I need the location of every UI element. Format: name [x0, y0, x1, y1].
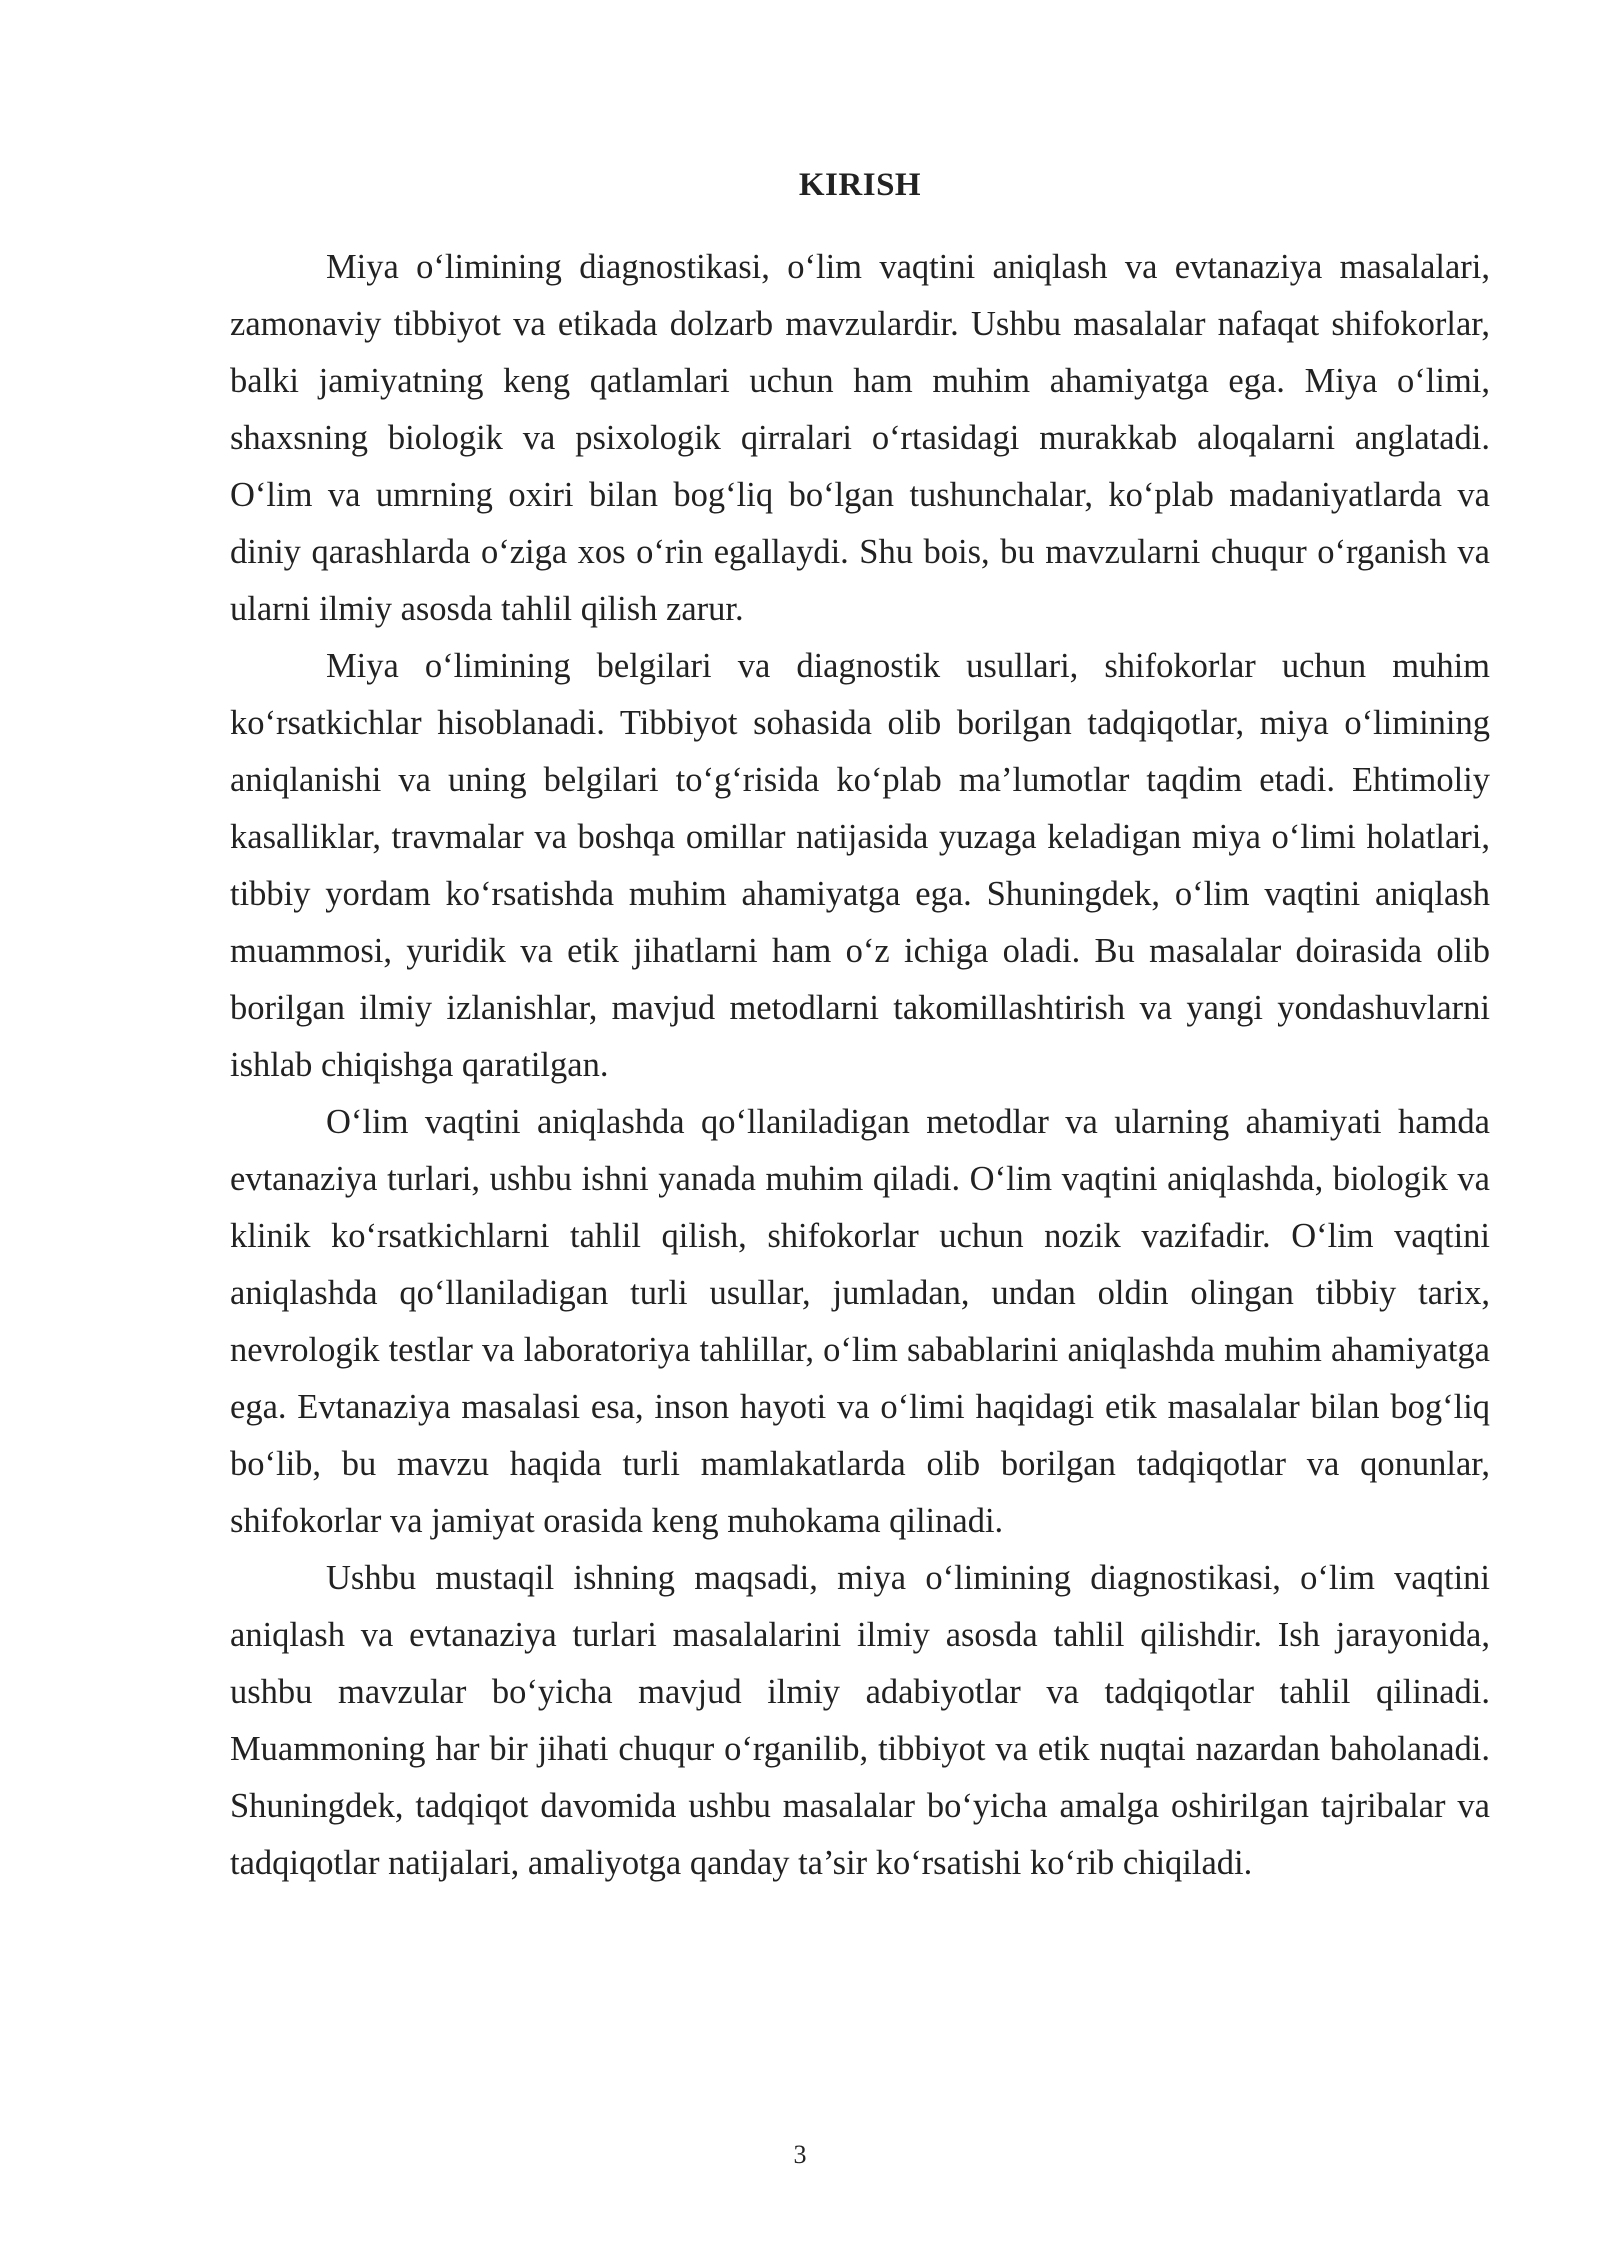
section-title: KIRISH	[798, 167, 922, 203]
page-number: 3	[793, 2140, 807, 2169]
document-body	[230, 165, 1490, 1892]
paragraph-2: Miya o‘limining belgilari va diagnostik usullari, shifokorlar uchun muhim ko‘rsatkichlar hisoblanadi. Tibbiyot sohasida olib borilgan tadqiqotlar, miya o‘limining aniqlanishi va uning belgilari to‘g‘risida ko‘plab ma’lumotlar taqdim etadi. Ehtimoliy kasalliklar, travmalar va boshqa omillar natijasida yuzaga keladigan miya o‘limi holatlari, tibbiy yordam ko‘rsatishda muhim ahamiyatga ega. Shuningdek, o‘lim vaqtini aniqlash muammosi, yuridik va etik jihatlarni ham o‘z ichiga oladi. Bu masalalar doirasida olib borilgan ilmiy izlanishlar, mavjud metodlarni takomillashtirish va yangi yondashuvlarni ishlab chiqishga qaratilgan.	[230, 647, 1490, 1084]
paragraph-1: Miya o‘limining diagnostikasi, o‘lim vaqtini aniqlash va evtanaziya masalalari, zamonaviy tibbiyot va etikada dolzarb mavzulardir. Ushbu masalalar nafaqat shifokorlar, balki jamiyatning keng qatlamlari uchun ham muhim ahamiyatga ega. Miya o‘limi, shaxsning biologik va psixologik qirralari o‘rtasidagi murakkab aloqalarni anglatadi. O‘lim va umrning oxiri bilan bog‘liq bo‘lgan tushunchalar, ko‘plab madaniyatlarda va diniy qarashlarda o‘ziga xos o‘rin egallaydi. Shu bois, bu mavzularni chuqur o‘rganish va ularni ilmiy asosda tahlil qilish zarur.	[230, 248, 1490, 628]
paragraph-3: O‘lim vaqtini aniqlashda qo‘llaniladigan metodlar va ularning ahamiyati hamda evtanaziya turlari, ushbu ishni yanada muhim qiladi. O‘lim vaqtini aniqlashda, biologik va klinik ko‘rsatkichlarni tahlil qilish, shifokorlar uchun nozik vazifadir. O‘lim vaqtini aniqlashda qo‘llaniladigan turli usullar, jumladan, undan oldin olingan tibbiy tarix, nevrologik testlar va laboratoriya tahlillar, o‘lim sabablarini aniqlashda muhim ahamiyatga ega. Evtanaziya masalasi esa, inson hayoti va o‘limi haqidagi etik masalalar bilan bog‘liq bo‘lib, bu mavzu haqida turli mamlakatlarda olib borilgan tadqiqotlar va qonunlar, shifokorlar va jamiyat orasida keng muhokama qilinadi.	[230, 1103, 1490, 1540]
paragraph-4: Ushbu mustaqil ishning maqsadi, miya o‘limining diagnostikasi, o‘lim vaqtini aniqlash va evtanaziya turlari masalalarini ilmiy asosda tahlil qilishdir. Ish jarayonida, ushbu mavzular bo‘yicha mavjud ilmiy adabiyotlar va tadqiqotlar tahlil qilinadi. Muammoning har bir jihati chuqur o‘rganilib, tibbiyot va etik nuqtai nazardan baholanadi. Shuningdek, tadqiqot davomida ushbu masalalar bo‘yicha amalga oshirilgan tajribalar va tadqiqotlar natijalari, amaliyotga qanday ta’sir ko‘rsatishi ko‘rib chiqiladi.	[230, 1559, 1490, 1882]
